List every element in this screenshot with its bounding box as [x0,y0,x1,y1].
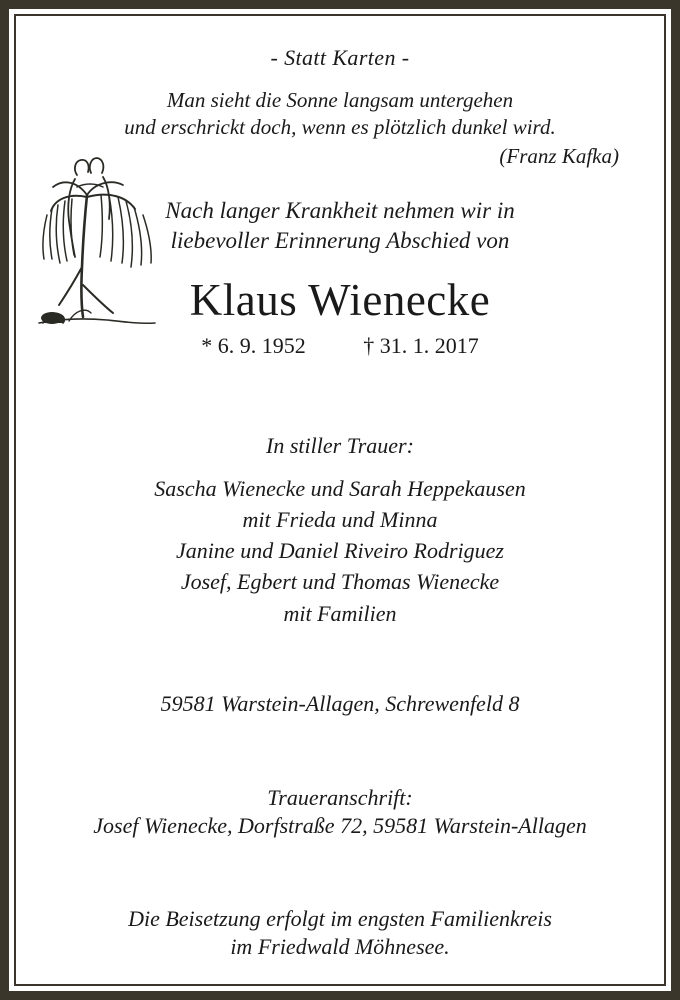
funeral-address-heading: Traueranschrift: [267,784,413,810]
deceased-name: Klaus Wienecke [189,275,491,326]
closing-line-1: Die Beisetzung erfolgt im engsten Familienkreis [128,905,552,931]
birth-date: * 6. 9. 1952 [201,332,306,358]
intro-line-1: Nach langer Krankheit nehmen wir in [165,197,515,223]
funeral-address-line: Josef Wienecke, Dorfstraße 72, 59581 Warstein-Allagen [93,812,587,838]
mourner-line: mit Familien [283,600,397,626]
quote-line-1: Man sieht die Sonne langsam untergehen [166,88,514,112]
closing-text [23,905,657,962]
mourners-list [23,473,657,629]
mourner-line: mit Frieda und Minna [242,506,438,532]
card-note: - Statt Karten - [270,45,410,70]
residence-address: 59581 Warstein-Allagen, Schrewenfeld 8 [160,690,520,716]
closing-line-2: im Friedwald Möhnesee. [230,934,450,960]
mourning-heading: In stiller Trauer: [266,432,414,458]
quote-line-2: und erschrickt doch, wenn es plötzlich dunkel wird. [124,114,556,139]
mourner-line: Sascha Wienecke und Sarah Heppekausen [154,475,526,501]
death-date: † 31. 1. 2017 [363,332,479,358]
quote-attribution: (Franz Kafka) [499,143,619,168]
weeping-willow-icon [25,135,175,345]
mourner-line: Josef, Egbert und Thomas Wienecke [180,569,500,595]
mourner-line: Janine und Daniel Riveiro Rodriguez [176,538,504,564]
intro-line-2: liebevoller Erinnerung Abschied von [170,227,510,253]
